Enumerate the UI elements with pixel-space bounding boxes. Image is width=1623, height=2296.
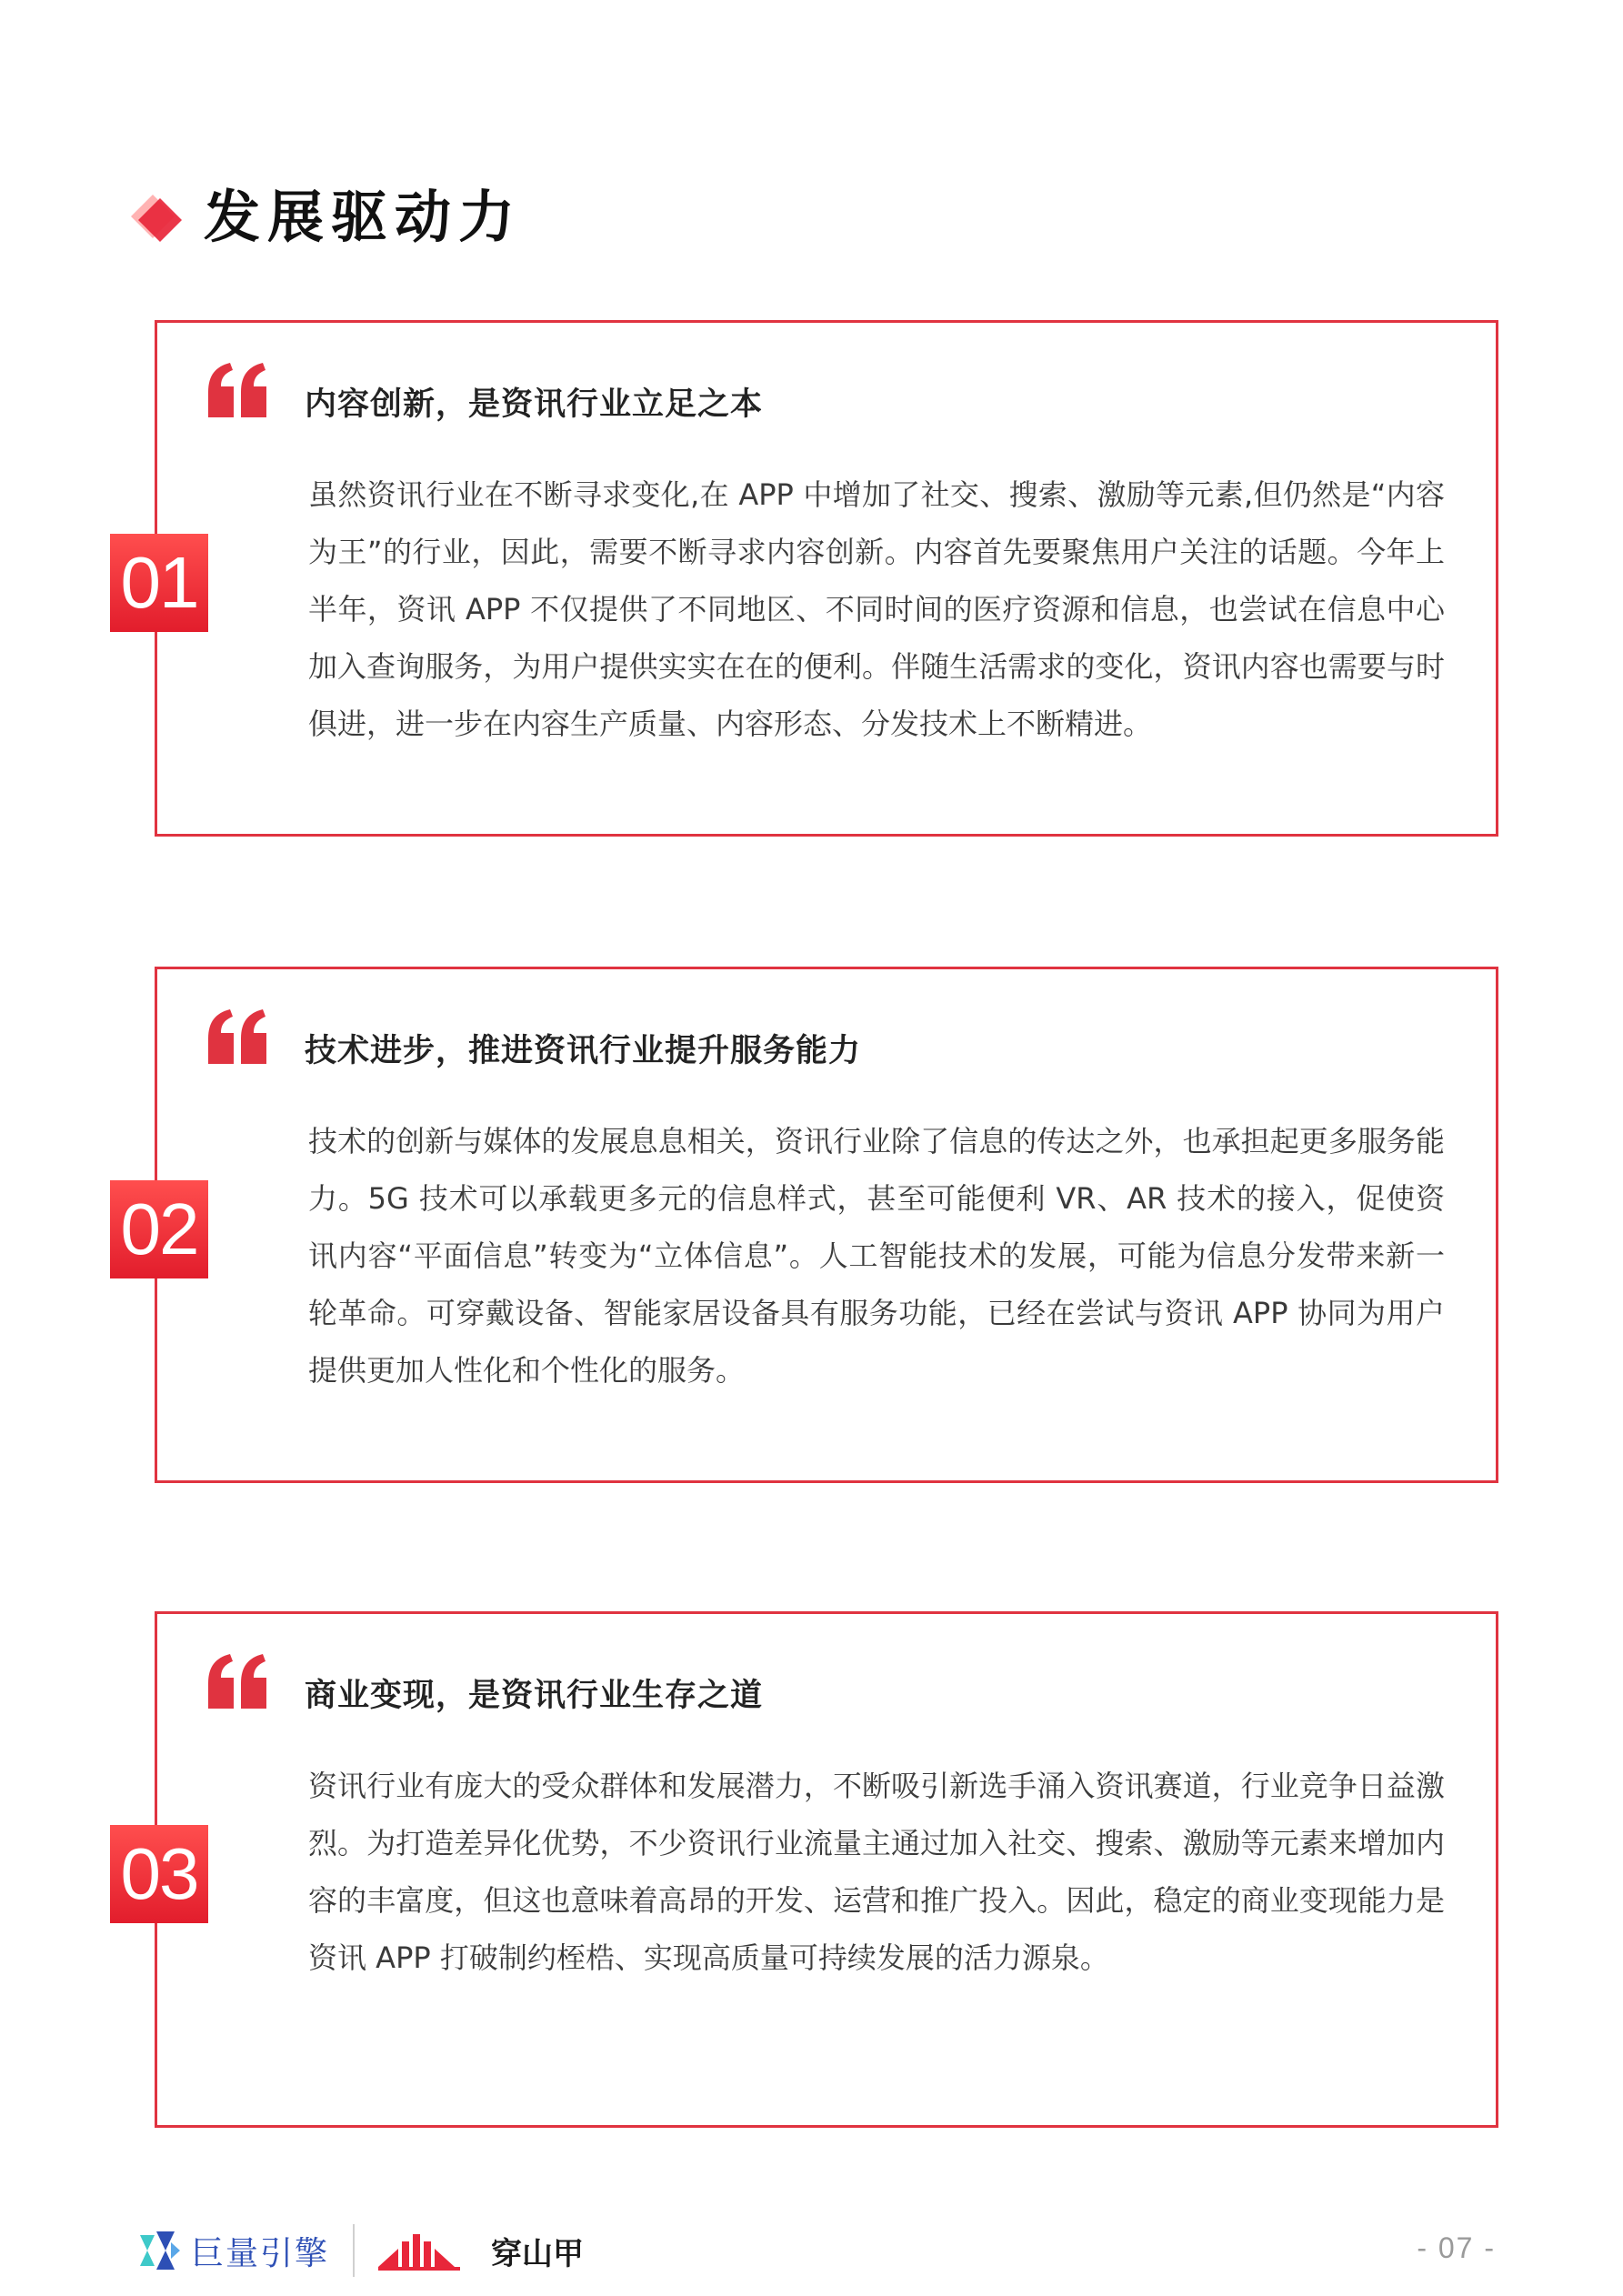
chuanshanjia-logo xyxy=(378,2229,584,2273)
card-body: 虽然资讯行业在不断寻求变化,在 APP 中增加了社交、搜索、激励等元素,但仍然是“内容为王”的行业，因此，需要不断寻求内容创新。内容首先要聚焦用户关注的话题。今年上半年，资讯 APP 不仅提供了不同地区、不同时间的医疗资源和信息，也尝试在信息中心加入查询服务，为用户提供实实在在的便利。伴随生活需求的变化，资讯内容也需要与时俱进，进一步在内容生产质量、内容形态、分发技术上不断精进。 xyxy=(308,477,1445,741)
page-title xyxy=(135,171,522,253)
card-body: 资讯行业有庞大的受众群体和发展潜力，不断吸引新选手涌入资讯赛道，行业竞争日益激烈。为打造差异化优势，不少资讯行业流量主通过加入社交、搜索、激励等元素来增加内容的丰富度，但这也意味着高昂的开发、运营和推广投入。因此，稳定的商业变现能力是资讯 APP 打破制约桎梏、实现高质量可持续发展的活力源泉。 xyxy=(308,1769,1445,1975)
number-badge: 03 xyxy=(110,1825,208,1923)
footer-divider xyxy=(353,2224,355,2277)
card-heading: 商业变现，是资讯行业生存之道 xyxy=(305,1678,764,1714)
card-commercial-monetization xyxy=(120,1611,1498,2128)
quote-icon xyxy=(205,1652,270,1710)
juliang-logo xyxy=(135,2226,329,2275)
juliang-logo-text: 巨量引擎 xyxy=(191,2234,330,2272)
card-heading: 技术进步，推进资讯行业提升服务能力 xyxy=(305,1033,862,1069)
page-title-text: 发展驱动力 xyxy=(204,183,523,250)
diamond-icon xyxy=(129,191,184,246)
quote-icon xyxy=(205,361,270,419)
chuanshanjia-logo-icon xyxy=(378,2231,486,2271)
number-badge: 01 xyxy=(110,534,208,632)
page-number: - 07 - xyxy=(1417,2231,1496,2264)
juliang-logo-icon xyxy=(135,2226,184,2275)
number-badge: 02 xyxy=(110,1180,208,1278)
card-body: 技术的创新与媒体的发展息息相关，资讯行业除了信息的传达之外，也承担起更多服务能力。5G 技术可以承载更多元的信息样式，甚至可能便利 VR、AR 技术的接入，促使资讯内容“平面信息”转变为“立体信息”。人工智能技术的发展，可能为信息分发带来新一轮革命。可穿戴设备、智能家居设备具有服务功能，已经在尝试与资讯 APP 协同为用户提供更加人性化和个性化的服务。 xyxy=(308,1124,1445,1388)
card-content-innovation xyxy=(120,320,1498,837)
quote-icon xyxy=(205,1008,270,1066)
chuanshanjia-logo-text: 穿山甲 xyxy=(491,2235,585,2272)
footer xyxy=(135,2219,584,2282)
card-heading: 内容创新，是资讯行业立足之本 xyxy=(305,386,764,423)
card-technology-progress xyxy=(120,967,1498,1483)
